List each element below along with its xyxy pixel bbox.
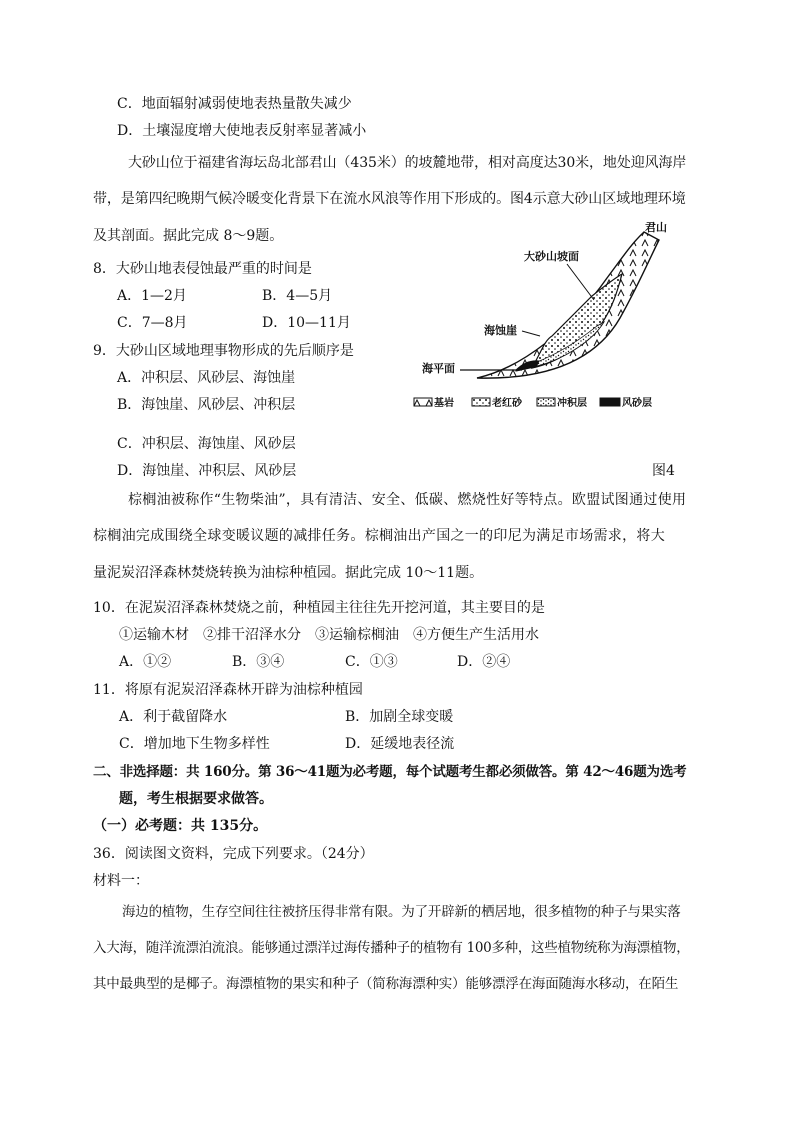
section-heading: 二、非选择题：共 160分。第 36～41题为必考题，每个试题考生都必须做答。第 42～46题为选考 bbox=[93, 764, 687, 780]
legend-wind-sand: 风砂层 bbox=[622, 398, 652, 409]
question-8-option-a: A．1—2月 bbox=[117, 288, 187, 304]
question-10-stem: 10．在泥炭沼泽森林焚烧之前，种植园主往往先开挖河道，其主要目的是 bbox=[93, 600, 545, 616]
question-9-option-d: D．海蚀崖、冲积层、风砂层 bbox=[117, 463, 297, 479]
legend-alluvial: 冲积层 bbox=[557, 398, 587, 409]
passage-line: 量泥炭沼泽森林焚烧转换为油棕种植园。据此完成 10～11题。 bbox=[93, 565, 484, 581]
question-8-stem: 8．大砂山地表侵蚀最严重的时间是 bbox=[93, 261, 312, 277]
question-36-stem: 36．阅读图文资料，完成下列要求。（24分） bbox=[93, 846, 374, 862]
profile-diagram bbox=[412, 218, 682, 418]
question-10-option-a: A．①② bbox=[119, 654, 172, 670]
question-11-option-d: D．延缓地表径流 bbox=[345, 736, 455, 752]
option-c: C．地面辐射减弱使地表热量散失减少 bbox=[117, 96, 352, 112]
question-10-option-c: C．①③ bbox=[345, 654, 398, 670]
passage-line: 棕榈油完成围绕全球变暖议题的减排任务。棕榈油出产国之一的印尼为满足市场需求，将大 bbox=[93, 528, 665, 544]
label-junshan: 君山 bbox=[645, 221, 667, 234]
material-label: 材料一： bbox=[93, 873, 149, 889]
question-9-option-b: B．海蚀崖、风砂层、冲积层 bbox=[117, 397, 296, 413]
section-heading-cont: 题，考生根据要求做答。 bbox=[119, 791, 273, 807]
question-11-option-b: B．加剧全球变暖 bbox=[345, 709, 454, 725]
section-subheading: （一）必考题：共 135分。 bbox=[93, 818, 268, 834]
option-d: D．土壤湿度增大使地表反射率显著减小 bbox=[117, 123, 367, 139]
passage-line: 棕榈油被称作“生物柴油”，具有清洁、安全、低碳、燃烧性好等特点。欧盟试图通过使用 bbox=[128, 492, 687, 508]
question-11-option-a: A．利于截留降水 bbox=[119, 709, 228, 725]
label-cliff: 海蚀崖 bbox=[484, 324, 517, 337]
legend-bedrock: 基岩 bbox=[434, 398, 454, 409]
label-slope: 大砂山坡面 bbox=[524, 250, 579, 263]
question-9-option-c: C．冲积层、海蚀崖、风砂层 bbox=[117, 436, 296, 452]
question-11-stem: 11．将原有泥炭沼泽森林开辟为油棕种植园 bbox=[93, 682, 363, 698]
legend-old-red-sand: 老红砂 bbox=[492, 398, 522, 409]
material-line: 海边的植物，生存空间往往被挤压得非常有限。为了开辟新的栖居地，很多植物的种子与果实落 bbox=[122, 904, 681, 920]
question-8-option-d: D．10—11月 bbox=[262, 315, 351, 331]
passage-line: 大砂山位于福建省海坛岛北部君山（435米）的坡麓地带，相对高度达30米，地处迎风海岸 bbox=[128, 155, 687, 171]
question-9-option-a: A．冲积层、风砂层、海蚀崖 bbox=[117, 370, 296, 386]
material-line: 入大海，随洋流漂泊流浪。能够通过漂洋过海传播种子的植物有 100多种，这些植物统称为海漂植物， bbox=[93, 940, 690, 956]
question-10-option-d: D．②④ bbox=[457, 654, 511, 670]
question-10-option-b: B．③④ bbox=[232, 654, 285, 670]
label-sea-level: 海平面 bbox=[422, 362, 455, 375]
passage-line: 及其剖面。据此完成 8～9题。 bbox=[93, 228, 284, 244]
question-11-option-c: C．增加地下生物多样性 bbox=[119, 736, 270, 752]
question-10-items: ①运输木材 ②排干沼泽水分 ③运输棕榈油 ④方便生产生活用水 bbox=[119, 627, 539, 643]
question-8-option-b: B．4—5月 bbox=[262, 288, 333, 304]
question-9-stem: 9．大砂山区域地理事物形成的先后顺序是 bbox=[93, 343, 354, 359]
figure-caption: 图4 bbox=[652, 463, 675, 479]
question-8-option-c: C．7—8月 bbox=[117, 315, 188, 331]
material-line: 其中最典型的是椰子。海漂植物的果实和种子（简称海漂种实）能够漂浮在海面随海水移动，在陌生 bbox=[93, 976, 679, 992]
passage-line: 带，是第四纪晚期气候冷暖变化背景下在流水风浪等作用下形成的。图4示意大砂山区域地理环境 bbox=[93, 191, 686, 207]
